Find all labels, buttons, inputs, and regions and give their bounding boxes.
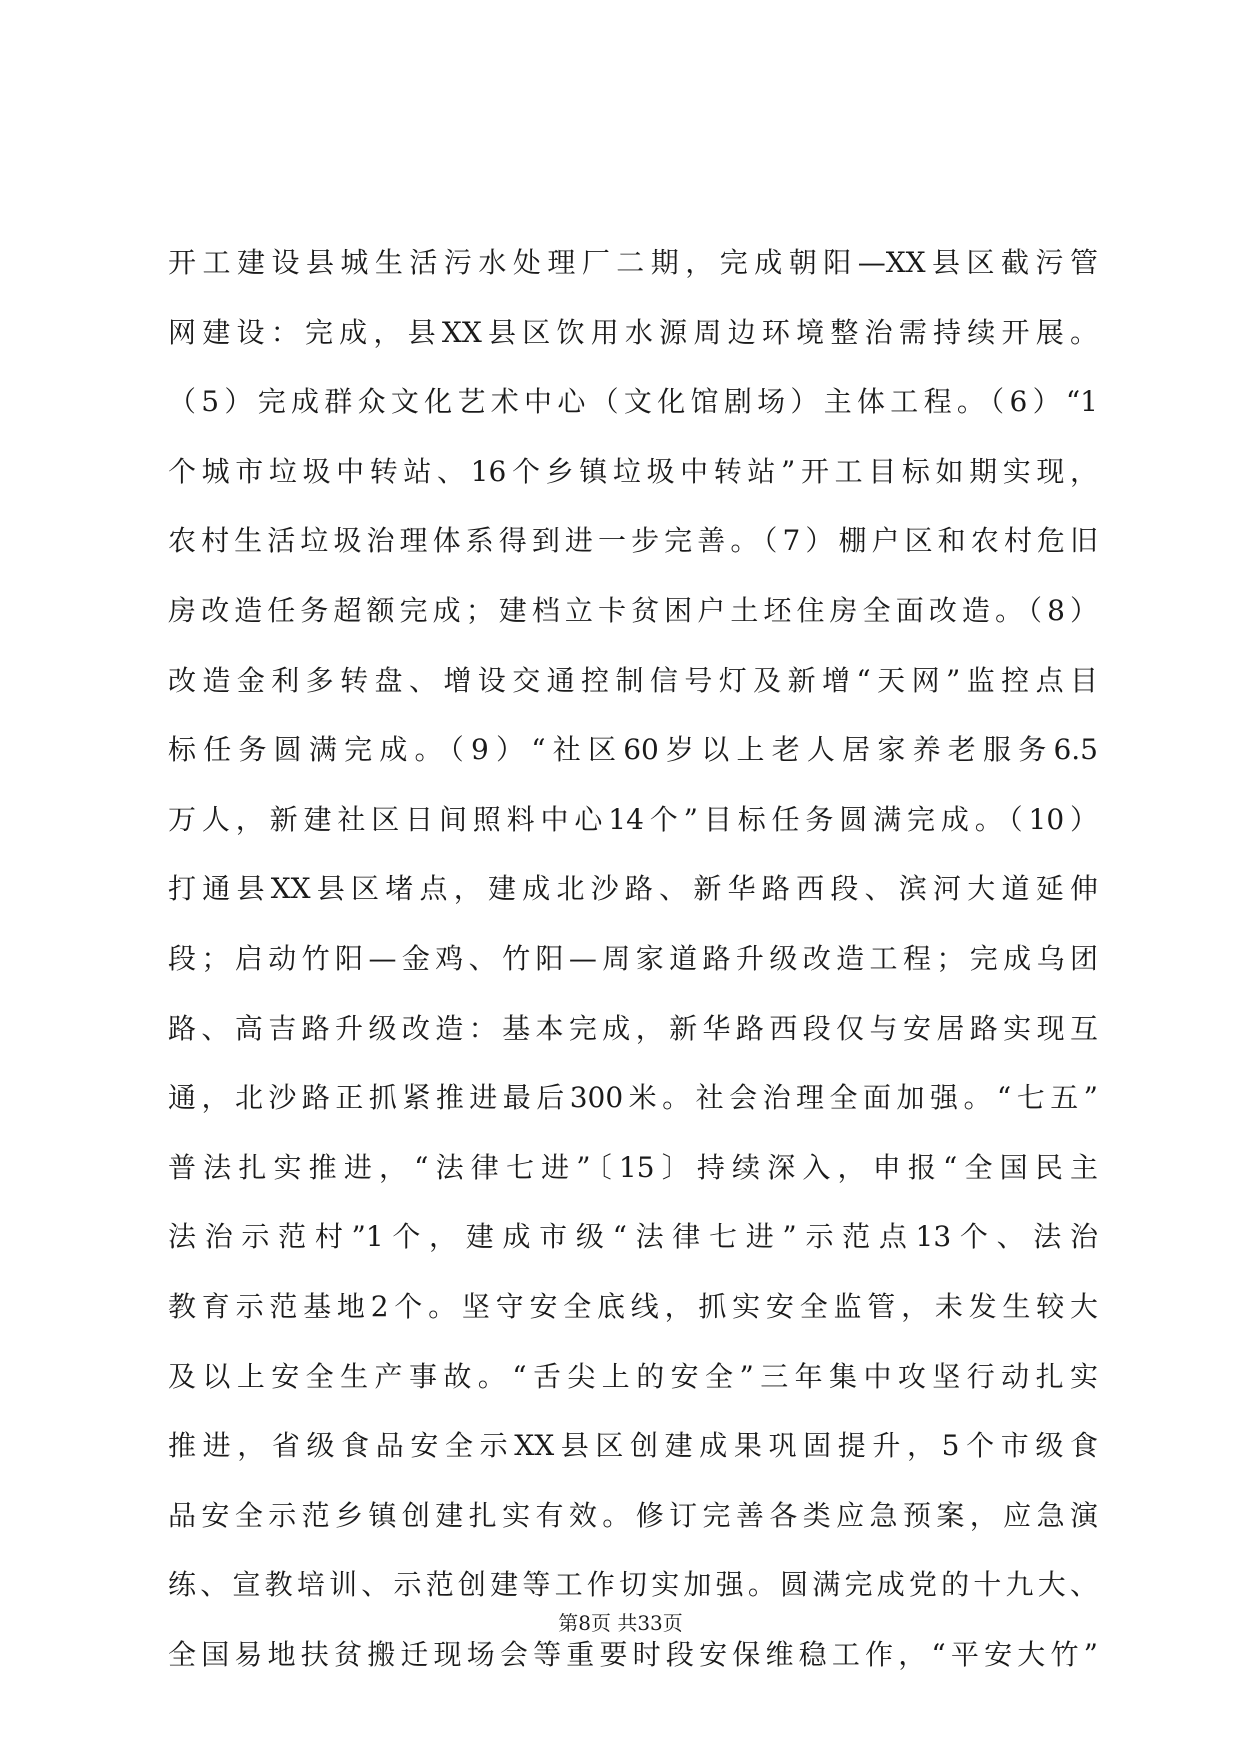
text-line: 打通县XX县区堵点，建成北沙路、新华路西段、滨河大道延伸 [168,872,1098,906]
page-number-footer: 第8页 共33页 [558,1611,683,1635]
text-line: 品安全示范乡镇创建扎实有效。修订完善各类应急预案，应急演 [168,1498,1098,1532]
text-line: 万人，新建社区日间照料中心14个”目标任务圆满完成。（10） [168,802,1098,836]
text-line: 路、高吉路升级改造：基本完成，新华路西段仅与安居路实现互 [168,1011,1098,1045]
text-line: 教育示范基地2个。坚守安全底线，抓实安全监管，未发生较大 [168,1289,1098,1323]
text-line: 推进，省级食品安全示XX县区创建成果巩固提升，5个市级食 [168,1429,1098,1463]
text-line: 个城市垃圾中转站、16个乡镇垃圾中转站”开工目标如期实现， [168,454,1098,488]
text-line: 练、宣教培训、示范创建等工作切实加强。圆满完成党的十九大、 [168,1568,1098,1602]
text-line: 改造金利多转盘、增设交通控制信号灯及新增“天网”监控点目 [168,663,1098,697]
text-line: 法治示范村”1个，建成市级“法律七进”示范点13个、法治 [168,1220,1098,1254]
text-line: 普法扎实推进，“法律七进”〔15〕持续深入，申报“全国民主 [168,1150,1098,1184]
text-line: 段；启动竹阳—金鸡、竹阳—周家道路升级改造工程；完成乌团 [168,941,1098,975]
text-line: 通，北沙路正抓紧推进最后300米。社会治理全面加强。“七五” [168,1081,1098,1115]
text-line: 开工建设县城生活污水处理厂二期，完成朝阳—XX县区截污管 [168,246,1098,279]
text-line: （5）完成群众文化艺术中心（文化馆剧场）主体工程。（6）“1 [168,385,1098,419]
text-line: 标任务圆满完成。（9）“社区60岁以上老人居家养老服务6.5 [168,733,1098,767]
text-line: 农村生活垃圾治理体系得到进一步完善。（7）棚户区和农村危旧 [168,524,1098,558]
text-line: 房改造任务超额完成；建档立卡贫困户土坯住房全面改造。（8） [168,593,1098,627]
text-line: 网建设：完成，县XX县区饮用水源周边环境整治需持续开展。 [168,315,1098,349]
body-text [168,228,1098,1689]
text-line: 及以上安全生产事故。“舌尖上的安全”三年集中攻坚行动扎实 [168,1359,1098,1393]
text-line: 全国易地扶贫搬迁现场会等重要时段安保维稳工作，“平安大竹” [168,1637,1098,1671]
